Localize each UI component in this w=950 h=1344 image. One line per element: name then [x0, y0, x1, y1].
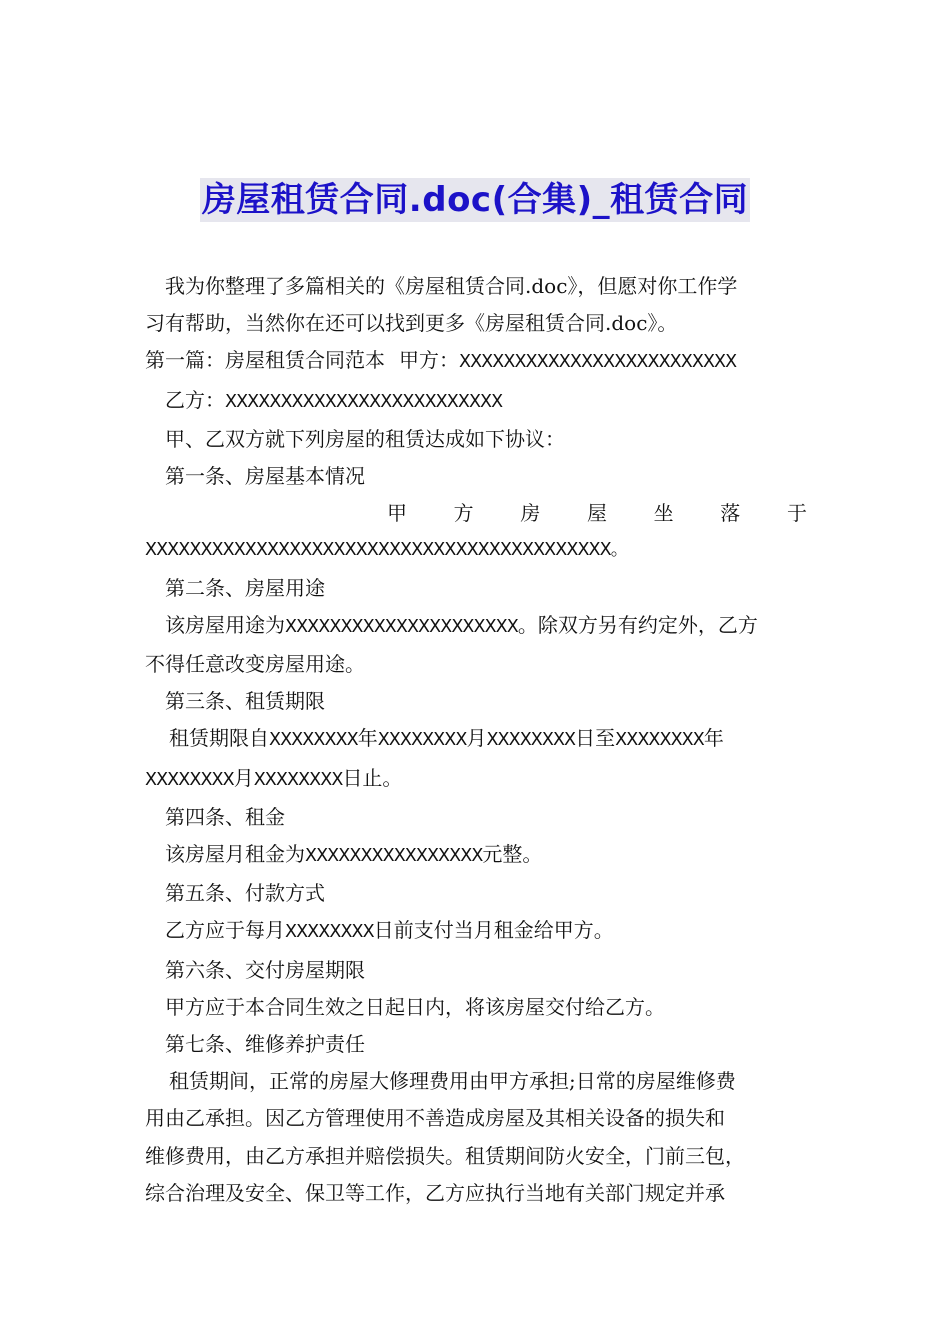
article-3-end-day: XXXXXXXX — [253, 769, 343, 790]
party-b-label: 乙方： — [165, 387, 225, 412]
location-char-3: 房 — [520, 501, 541, 526]
location-char-7: 于 — [786, 501, 807, 526]
article-3-text: 年 — [357, 726, 378, 751]
document-title: 房屋租赁合同.doc(合集)_租赁合同 — [201, 180, 749, 220]
article-2-usage-value: XXXXXXXXXXXXXXXXXXXXX — [285, 616, 518, 637]
article-3-text: 租赁期限自 — [169, 726, 269, 751]
article-4-text-pre: 该房屋月租金为 — [165, 842, 305, 867]
article-3-start-year: XXXXXXXX — [269, 730, 358, 751]
party-b-value: XXXXXXXXXXXXXXXXXXXXXXXXX — [225, 391, 503, 412]
article-5-text-pre: 乙方应于每月 — [165, 918, 285, 943]
article-3-line-1 — [145, 720, 807, 759]
article-3-text: 月 — [466, 726, 487, 751]
article-3-start-day: XXXXXXXX — [486, 730, 576, 751]
article-7-line-2: 用由乙承担。因乙方管理使用不善造成房屋及其相关设备的损失和 — [145, 1106, 725, 1131]
article-3-end-month: XXXXXXXX — [145, 769, 234, 790]
title-container — [0, 178, 950, 222]
location-char-6: 落 — [720, 501, 741, 526]
party-b-line — [145, 382, 807, 421]
article-7-line-4: 综合治理及安全、保卫等工作，乙方应执行当地有关部门规定并承 — [145, 1180, 725, 1205]
party-a-label: 甲方： — [399, 348, 459, 373]
article-2-text-post: 。除双方另有约定外，乙方 — [517, 612, 758, 637]
article-5-text-post: 日前支付当月租金给甲方。 — [373, 918, 614, 943]
article-5-title: 第五条、付款方式 — [165, 881, 325, 906]
article-7-line-1: 租赁期间，正常的房屋大修理费用由甲方承担;日常的房屋维修费 — [169, 1069, 736, 1094]
article-7-line-3: 维修费用，由乙方承担并赔偿损失。租赁期间防火安全，门前三包， — [145, 1143, 745, 1168]
article-4-rent-value: XXXXXXXXXXXXXXXX — [305, 846, 483, 867]
article-3-title: 第三条、租赁期限 — [165, 689, 325, 714]
article-3-text: 日至 — [575, 726, 616, 751]
article-4-title: 第四条、租金 — [165, 804, 285, 829]
article-2-line-2: 不得任意改变房屋用途。 — [145, 652, 365, 677]
article-5-day-value: XXXXXXXX — [285, 922, 374, 943]
article-4-line — [145, 836, 807, 875]
location-char-2: 方 — [453, 501, 474, 526]
party-a-value: XXXXXXXXXXXXXXXXXXXXXXXXX — [459, 352, 737, 373]
article-5-line — [145, 912, 807, 951]
article-2-line-1 — [145, 607, 807, 646]
section1-heading-line — [145, 342, 807, 381]
intro-line-1: 我为你整理了多篇相关的《房屋租赁合同.doc》，但愿对你工作学 — [165, 274, 738, 298]
section1-heading: 第一篇：房屋租赁合同范本 — [145, 348, 385, 373]
article-3-end-year: XXXXXXXX — [615, 730, 704, 751]
location-char-5: 坐 — [653, 501, 674, 526]
article-1-location-value: XXXXXXXXXXXXXXXXXXXXXXXXXXXXXXXXXXXXXXXXXX。 — [145, 540, 628, 561]
article-3-start-month: XXXXXXXX — [377, 730, 467, 751]
article-3-line-2 — [145, 760, 807, 799]
document-body — [145, 268, 807, 1212]
article-1-title: 第一条、房屋基本情况 — [165, 464, 365, 489]
location-char-1: 甲 — [387, 501, 407, 526]
article-3-text: 月 — [233, 765, 254, 790]
article-6-line: 甲方应于本合同生效之日起日内，将该房屋交付给乙方。 — [165, 994, 665, 1019]
article-3-text: 年 — [703, 726, 724, 751]
article-2-title: 第二条、房屋用途 — [165, 575, 325, 600]
article-3-text: 日止。 — [342, 765, 403, 790]
location-char-4: 屋 — [586, 501, 607, 526]
article-6-title: 第六条、交付房屋期限 — [165, 957, 365, 982]
agreement-line: 甲、乙双方就下列房屋的租赁达成如下协议： — [165, 426, 565, 451]
article-7-title: 第七条、维修养护责任 — [165, 1032, 365, 1057]
article-2-text-pre: 该房屋用途为 — [165, 612, 285, 637]
intro-line-2: 习有帮助，当然你在还可以找到更多《房屋租赁合同.doc》。 — [145, 311, 678, 336]
article-1-location-line — [145, 495, 807, 532]
article-4-text-post: 元整。 — [482, 842, 543, 867]
